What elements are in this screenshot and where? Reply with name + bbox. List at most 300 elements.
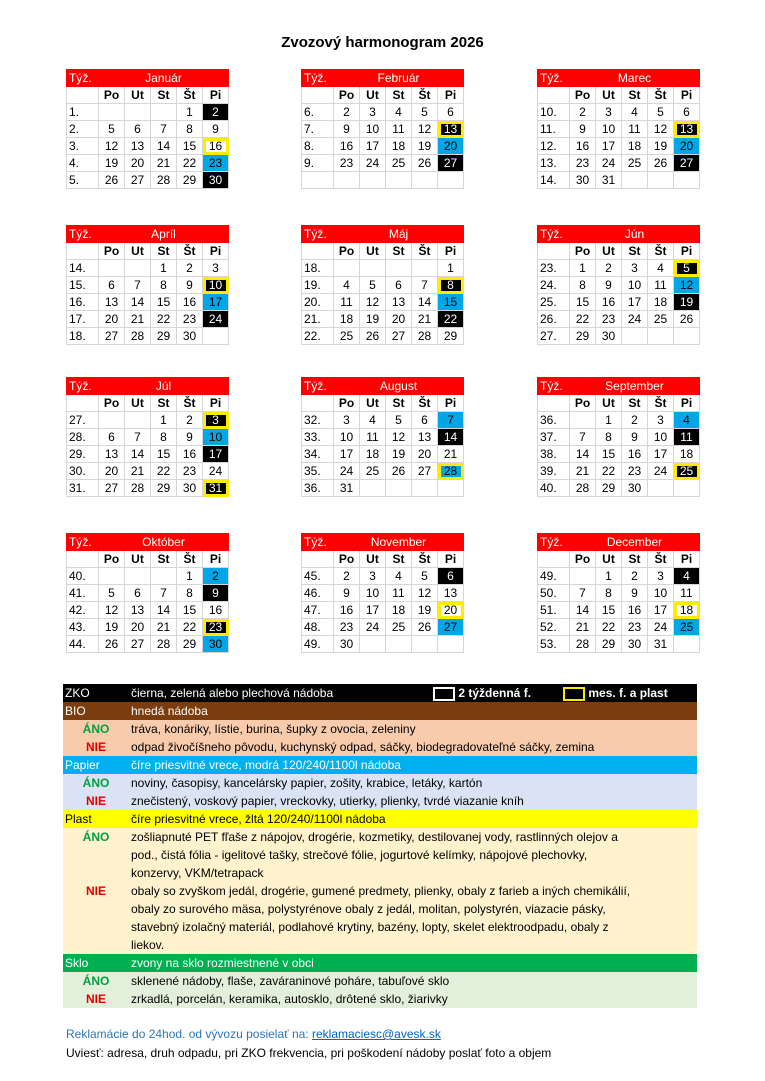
week-row [302, 602, 464, 619]
day-cell: 18 [386, 138, 412, 155]
day-header: Št [412, 243, 438, 260]
day-cell: 29 [438, 328, 464, 345]
day-cell: 7 [412, 277, 438, 294]
day-cell: 13 [99, 446, 125, 463]
day-cell: 1 [151, 260, 177, 277]
day-cell: 16 [334, 602, 360, 619]
day-header: Po [570, 243, 596, 260]
week-header: Týž. [538, 378, 570, 395]
day-cell: 25 [360, 463, 386, 480]
monthly-legend [563, 684, 668, 702]
day-cell: 16 [622, 602, 648, 619]
week-row [538, 446, 700, 463]
week-row [67, 155, 229, 172]
week-number: 38. [538, 446, 570, 463]
day-cell: 28 [125, 480, 151, 497]
day-cell: 12 [360, 294, 386, 311]
day-cell: 5 [386, 412, 412, 429]
day-cell: 29 [151, 480, 177, 497]
day-cell: 14 [438, 429, 464, 446]
week-header: Týž. [67, 70, 99, 87]
day-cell [151, 104, 177, 121]
day-cell [125, 568, 151, 585]
week-row [67, 294, 229, 311]
day-cell: 29 [177, 636, 203, 653]
day-cell: 3 [596, 104, 622, 121]
day-cell: 20 [386, 311, 412, 328]
day-cell: 16 [203, 602, 229, 619]
day-cell: 3 [360, 568, 386, 585]
day-cell: 25 [334, 328, 360, 345]
day-cell: 23 [177, 463, 203, 480]
day-cell: 11 [386, 121, 412, 138]
day-cell: 15 [596, 602, 622, 619]
month-name: September [570, 378, 700, 395]
day-cell [648, 328, 674, 345]
day-cell: 20 [438, 138, 464, 155]
day-cell: 18 [334, 311, 360, 328]
day-header: Po [334, 87, 360, 104]
day-cell: 23 [203, 619, 229, 636]
day-cell: 10 [648, 585, 674, 602]
day-cell: 6 [386, 277, 412, 294]
legend-row-sklo [63, 954, 697, 972]
day-cell: 10 [648, 429, 674, 446]
day-cell: 11 [622, 121, 648, 138]
day-cell: 25 [674, 619, 700, 636]
day-cell: 23 [622, 619, 648, 636]
day-cell: 8 [438, 277, 464, 294]
week-row [538, 104, 700, 121]
week-number: 18. [302, 260, 334, 277]
day-cell: 31 [596, 172, 622, 189]
day-header: St [386, 243, 412, 260]
day-cell: 22 [438, 311, 464, 328]
day-cell [674, 636, 700, 653]
day-header: Pi [203, 395, 229, 412]
week-number: 24. [538, 277, 570, 294]
day-cell: 1 [596, 568, 622, 585]
day-cell: 13 [412, 429, 438, 446]
day-cell: 1 [596, 412, 622, 429]
week-row [302, 172, 464, 189]
day-cell: 18 [674, 446, 700, 463]
day-cell: 24 [648, 463, 674, 480]
day-cell: 15 [177, 138, 203, 155]
month-calendar [301, 225, 464, 345]
week-row [538, 121, 700, 138]
day-cell: 3 [622, 260, 648, 277]
page-title: Zvozový harmonogram 2026 [281, 34, 484, 51]
day-header: St [622, 243, 648, 260]
day-header: Pi [438, 395, 464, 412]
week-row [302, 294, 464, 311]
day-cell: 1 [570, 260, 596, 277]
day-cell: 23 [203, 155, 229, 172]
day-header: Pi [674, 395, 700, 412]
day-cell: 10 [596, 121, 622, 138]
day-cell: 24 [596, 155, 622, 172]
week-row [538, 636, 700, 653]
day-cell: 17 [203, 446, 229, 463]
day-cell: 12 [674, 277, 700, 294]
week-row [538, 568, 700, 585]
day-header: St [151, 551, 177, 568]
week-row [538, 155, 700, 172]
week-number: 37. [538, 429, 570, 446]
day-cell: 16 [177, 294, 203, 311]
day-cell: 5 [99, 121, 125, 138]
day-cell: 7 [438, 412, 464, 429]
day-cell: 5 [412, 104, 438, 121]
bio-ano-label: ÁNO [63, 720, 129, 738]
week-number: 19. [302, 277, 334, 294]
day-cell: 17 [360, 602, 386, 619]
day-cell: 14 [570, 602, 596, 619]
week-number: 21. [302, 311, 334, 328]
day-header: Št [412, 395, 438, 412]
day-header: St [622, 395, 648, 412]
week-number: 4. [67, 155, 99, 172]
week-number: 49. [538, 568, 570, 585]
two-week-swatch [433, 687, 455, 701]
day-cell: 11 [386, 585, 412, 602]
month-name: Január [99, 70, 229, 87]
week-row [67, 412, 229, 429]
day-cell: 10 [203, 429, 229, 446]
day-cell: 12 [412, 585, 438, 602]
month-name: Február [334, 70, 464, 87]
day-cell: 30 [570, 172, 596, 189]
day-cell: 25 [674, 463, 700, 480]
day-cell: 7 [125, 277, 151, 294]
day-cell: 28 [151, 172, 177, 189]
week-number: 27. [67, 412, 99, 429]
day-cell: 30 [177, 480, 203, 497]
week-row [302, 138, 464, 155]
bio-nie-text: odpad živočíšneho pôvodu, kuchynský odpad, sáčky, biodegradovateľné sáčky, zemina [129, 738, 697, 756]
day-cell: 27 [99, 328, 125, 345]
week-row [67, 277, 229, 294]
week-row [302, 480, 464, 497]
week-header: Týž. [302, 378, 334, 395]
week-number: 2. [67, 121, 99, 138]
week-row [302, 636, 464, 653]
month-calendar [537, 533, 700, 653]
week-row [538, 172, 700, 189]
week-number: 1. [67, 104, 99, 121]
legend-row-bio [63, 702, 697, 720]
week-number: 3. [67, 138, 99, 155]
day-cell: 28 [151, 636, 177, 653]
legend-row-papier [63, 756, 697, 774]
day-cell [125, 104, 151, 121]
legend-key-zko: ZKO [63, 684, 129, 702]
day-cell: 2 [177, 260, 203, 277]
papier-ano-label: ÁNO [63, 774, 129, 792]
day-cell: 2 [570, 104, 596, 121]
day-cell: 24 [622, 311, 648, 328]
week-header: Týž. [302, 534, 334, 551]
day-cell: 24 [648, 619, 674, 636]
day-cell: 7 [125, 429, 151, 446]
day-cell: 26 [412, 619, 438, 636]
week-number: 36. [538, 412, 570, 429]
papier-ano-text: noviny, časopisy, kancelársky papier, zošity, krabice, letáky, kartón [129, 774, 697, 792]
day-cell [412, 480, 438, 497]
day-header: Pi [438, 551, 464, 568]
month-name: Apríl [99, 226, 229, 243]
day-cell: 4 [674, 412, 700, 429]
day-cell: 6 [125, 585, 151, 602]
day-header: Ut [596, 395, 622, 412]
week-number: 30. [67, 463, 99, 480]
month-name: Jún [570, 226, 700, 243]
week-number: 6. [302, 104, 334, 121]
day-header: Po [99, 551, 125, 568]
day-cell: 18 [648, 294, 674, 311]
week-row [302, 277, 464, 294]
day-cell [648, 480, 674, 497]
week-row [538, 480, 700, 497]
week-row [302, 463, 464, 480]
day-cell: 7 [570, 429, 596, 446]
month-calendar [537, 377, 700, 497]
day-cell: 13 [99, 294, 125, 311]
day-cell: 21 [125, 463, 151, 480]
week-number: 45. [302, 568, 334, 585]
day-cell: 12 [386, 429, 412, 446]
week-number: 27. [538, 328, 570, 345]
day-cell [334, 172, 360, 189]
week-number: 47. [302, 602, 334, 619]
day-cell: 4 [648, 260, 674, 277]
day-cell [674, 480, 700, 497]
week-row [538, 277, 700, 294]
day-cell: 19 [412, 138, 438, 155]
month-calendar [301, 377, 464, 497]
week-number: 50. [538, 585, 570, 602]
week-row [302, 260, 464, 277]
day-cell: 13 [674, 121, 700, 138]
week-row [538, 585, 700, 602]
plast-nie-text-4: liekov. [129, 936, 697, 954]
legend-text-zko: čierna, zelená alebo plechová nádoba [131, 686, 334, 700]
complaint-text: Reklamácie do 24hod. od vývozu posielať na: [66, 1027, 312, 1041]
day-cell: 18 [360, 446, 386, 463]
day-cell: 24 [203, 463, 229, 480]
day-header: St [386, 551, 412, 568]
day-cell: 26 [648, 155, 674, 172]
day-header: St [622, 551, 648, 568]
day-cell: 22 [151, 311, 177, 328]
day-cell: 7 [151, 585, 177, 602]
plast-ano-text-2: pod., čistá fólia - igelitové tašky, strečové fólie, jogurtové kelímky, nápojové plechovky, [129, 846, 697, 864]
week-row [67, 311, 229, 328]
day-cell: 27 [674, 155, 700, 172]
day-cell: 19 [648, 138, 674, 155]
day-cell: 10 [622, 277, 648, 294]
day-header: Št [177, 87, 203, 104]
day-cell: 1 [151, 412, 177, 429]
day-cell: 15 [177, 602, 203, 619]
week-row [538, 260, 700, 277]
day-cell: 29 [570, 328, 596, 345]
day-cell: 21 [151, 155, 177, 172]
week-header: Týž. [538, 226, 570, 243]
day-cell: 15 [151, 294, 177, 311]
day-cell [412, 260, 438, 277]
week-row [67, 463, 229, 480]
day-cell [570, 412, 596, 429]
day-cell [386, 260, 412, 277]
day-cell: 17 [360, 138, 386, 155]
month-name: November [334, 534, 464, 551]
week-row [302, 412, 464, 429]
complaint-note [66, 1027, 441, 1041]
day-cell: 22 [177, 155, 203, 172]
papier-nie-label: NIE [63, 792, 129, 810]
week-row [67, 121, 229, 138]
day-cell: 9 [596, 277, 622, 294]
week-header: Týž. [538, 534, 570, 551]
day-cell: 9 [177, 429, 203, 446]
day-cell: 29 [596, 480, 622, 497]
day-header: Št [648, 243, 674, 260]
day-cell: 30 [203, 636, 229, 653]
week-row [67, 619, 229, 636]
day-cell: 30 [596, 328, 622, 345]
day-cell: 18 [622, 138, 648, 155]
day-cell: 16 [334, 138, 360, 155]
day-cell [570, 568, 596, 585]
day-cell: 19 [99, 619, 125, 636]
legend-text-sklo: zvony na sklo rozmiestnené v obci [129, 954, 697, 972]
day-cell: 13 [125, 138, 151, 155]
day-cell [99, 104, 125, 121]
day-cell [125, 260, 151, 277]
day-cell [151, 568, 177, 585]
day-cell: 28 [570, 636, 596, 653]
day-cell: 12 [648, 121, 674, 138]
day-cell: 11 [674, 585, 700, 602]
day-cell: 30 [177, 328, 203, 345]
week-row [67, 172, 229, 189]
day-cell: 21 [412, 311, 438, 328]
plast-nie-text-2: obaly zo surového mäsa, polystyrénove obaly z jedál, molitan, polystyrén, viazacie pásky, [129, 900, 697, 918]
week-number: 48. [302, 619, 334, 636]
day-cell: 1 [177, 104, 203, 121]
day-cell: 12 [412, 121, 438, 138]
day-cell: 16 [203, 138, 229, 155]
week-row [302, 311, 464, 328]
week-row [302, 121, 464, 138]
day-cell: 12 [99, 602, 125, 619]
week-row [538, 412, 700, 429]
week-number: 52. [538, 619, 570, 636]
week-number: 5. [67, 172, 99, 189]
day-header: St [151, 87, 177, 104]
week-number: 33. [302, 429, 334, 446]
day-cell: 10 [360, 585, 386, 602]
day-cell: 9 [622, 429, 648, 446]
day-cell: 3 [203, 260, 229, 277]
day-cell [360, 480, 386, 497]
day-header: Po [99, 243, 125, 260]
week-number: 15. [67, 277, 99, 294]
day-cell: 24 [334, 463, 360, 480]
day-cell: 2 [622, 412, 648, 429]
legend-row-plast [63, 810, 697, 828]
day-cell: 6 [438, 568, 464, 585]
day-cell: 8 [177, 585, 203, 602]
monthly-swatch [563, 687, 585, 701]
month-name: December [570, 534, 700, 551]
day-cell: 19 [360, 311, 386, 328]
day-header: Ut [360, 395, 386, 412]
day-cell: 28 [438, 463, 464, 480]
week-header: Týž. [302, 70, 334, 87]
day-cell: 22 [151, 463, 177, 480]
day-cell: 6 [438, 104, 464, 121]
day-cell: 20 [99, 311, 125, 328]
week-number: 13. [538, 155, 570, 172]
day-cell: 26 [674, 311, 700, 328]
day-cell: 30 [203, 172, 229, 189]
day-cell [622, 172, 648, 189]
week-row [67, 446, 229, 463]
day-header: St [151, 243, 177, 260]
week-number: 40. [538, 480, 570, 497]
day-cell: 3 [360, 104, 386, 121]
day-cell: 27 [438, 155, 464, 172]
week-row [538, 328, 700, 345]
week-number: 7. [302, 121, 334, 138]
day-header: St [386, 87, 412, 104]
day-cell: 27 [438, 619, 464, 636]
day-cell: 5 [648, 104, 674, 121]
day-cell: 10 [334, 429, 360, 446]
day-header: Št [177, 243, 203, 260]
day-cell: 22 [596, 463, 622, 480]
week-number: 49. [302, 636, 334, 653]
week-row [538, 294, 700, 311]
day-cell: 16 [596, 294, 622, 311]
day-cell: 3 [648, 568, 674, 585]
month-name: Máj [334, 226, 464, 243]
week-number: 39. [538, 463, 570, 480]
day-cell: 24 [203, 311, 229, 328]
papier-nie-text: znečistený, voskový papier, vreckovky, utierky, plienky, tvrdé viazanie kníh [129, 792, 697, 810]
day-cell: 5 [674, 260, 700, 277]
day-cell: 20 [438, 602, 464, 619]
day-header: Ut [125, 243, 151, 260]
day-cell: 21 [570, 619, 596, 636]
day-cell: 22 [570, 311, 596, 328]
day-cell: 1 [438, 260, 464, 277]
day-cell: 26 [386, 463, 412, 480]
day-cell [674, 172, 700, 189]
day-header: Ut [125, 551, 151, 568]
complaint-email-link[interactable]: reklamaciesc@avesk.sk [311, 1027, 441, 1041]
two-week-label: 2 týždenná f. [458, 686, 532, 700]
month-calendar [66, 69, 229, 189]
week-row [302, 155, 464, 172]
week-row [67, 568, 229, 585]
day-cell: 2 [596, 260, 622, 277]
day-header: Pi [674, 243, 700, 260]
day-cell: 23 [177, 311, 203, 328]
